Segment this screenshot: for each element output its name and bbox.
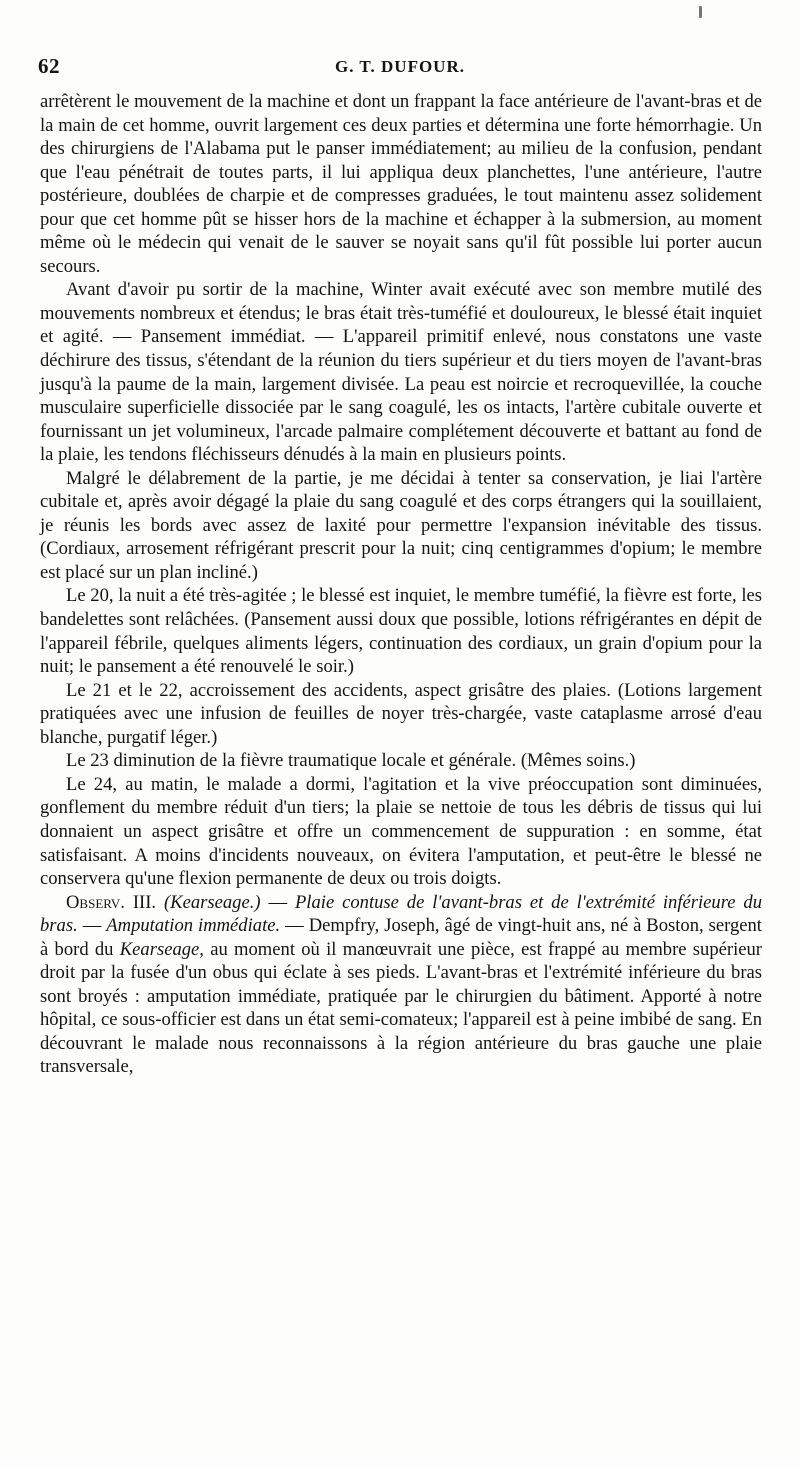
observation-dash-2: — [82,915,102,937]
observation-dash-1: — [268,891,288,913]
observation-paragraph [40,891,762,1079]
ink-speck [699,6,702,18]
observation-text-a: Dempfry, Joseph, âgé de vingt-huit ans, né à Boston, sergent à bord du [40,915,762,960]
paragraph-2: Avant d'avoir pu sortir de la machine, Winter avait exécuté avec son membre mutilé des mouvements nombreux et étendus; le bras était très-tuméfié et douloureux, le blessé était inquiet et agité. — Pansement immédiat. — L'appareil primitif enlevé, nous constatons une vaste déchirure des tissus, s'étendant de la réunion du tiers supérieur et du tiers moyen de l'avant-bras jusqu'à la paume de la main, largement divisée. La peau est noircie et recroquevillée, la couche musculaire superficielle dissociée par le sang coagulé, les os intacts, l'artère cubitale ouverte et fournissant un jet volumineux, l'arcade palmaire complétement découverte et battant au fond de la plaie, les tendons fléchisseurs dénudés à la main en plusieurs points. [40,279,762,466]
observation-title-b: Amputation immédiate. [106,915,281,937]
observation-ship: (Kearseage.) [163,891,261,913]
paragraph-1: arrêtèrent le mouvement de la machine et dont un frappant la face antérieure de l'avant-bras et de la main de cet homme, ouvrit largement ces deux parties et détermina une forte hémorrhagie. Un des chirurgiens de l'Alabama put le panser immédiatement; au milieu de la confusion, pendant que l'eau pénétrait de toutes parts, il lui appliqua deux planchettes, l'une antérieure, l'autre postérieure, doublées de charpie et de compresses graduées, le tout maintenu assez solidement pour que cet homme pût se hisser hors de la machine et échapper à la submersion, au moment même où le médecin qui venait de le sauver se noyait sans qu'il fût possible lui porter aucun secours. [40,91,762,277]
observation-dash-3: — [285,915,304,937]
paragraph-3: Malgré le délabrement de la partie, je me décidai à tenter sa conservation, je liai l'artère cubitale et, après avoir dégagé la plaie du sang coagulé et des corps étrangers qui la souillaient, je réunis les bords avec assez de laxité pour permettre l'expansion inévitable des tissus. (Cordiaux, arrosement réfrigérant prescrit pour la nuit; cinq centigrammes d'opium; le membre est placé sur un plan incliné.) [40,467,762,583]
page-number: 62 [38,54,60,78]
page-header [38,54,762,80]
observation-label: Observ. III. [66,891,157,913]
observation-text-b: au moment où il manœuvrait une pièce, est frappé au membre supérieur droit par la fusée d'un obus qui éclate à ses pieds. L'avant-bras et l'extrémité inférieure du bras sont broyés : amputation immédiate, pratiquée par le chirurgien du bâtiment. Apporté à notre hôpital, ce sous-officier est dans un état semi-comateux; l'appareil est à peine imbibé de sang. En découvrant le malade nous reconnaissons à la région antérieure du bras gauche une plaie transversale, [40,938,762,1078]
body-text [40,90,762,1079]
running-head: G. T. DUFOUR. [335,57,465,76]
observation-title-a: Plaie contuse de l'avant-bras et de l'extrémité inférieure du bras. [40,891,762,937]
paragraph-5: Le 21 et le 22, accroissement des accidents, aspect grisâtre des plaies. (Lotions largement pratiquées avec une infusion de feuilles de noyer très-chargée, vaste cataplasme arrosé d'eau blanche, purgatif léger.) [40,679,762,748]
paragraph-6: Le 23 diminution de la fièvre traumatique locale et générale. (Mêmes soins.) [66,750,636,772]
observation-ship-name: Kearseage, [119,938,204,960]
paragraph-7: Le 24, au matin, le malade a dormi, l'agitation et la vive préoccupation sont diminuées, gonflement du membre réduit d'un tiers; la plaie se nettoie de tous les débris de tissus qui lui donnaient un aspect grisâtre et offre un commencement de suppuration : en somme, état satisfaisant. A moins d'incidents nouveaux, on évitera l'amputation, et peut-être le blessé ne conservera qu'une flexion permanente de deux ou trois doigts. [40,773,762,890]
paragraph-4: Le 20, la nuit a été très-agitée ; le blessé est inquiet, le membre tuméfié, la fièvre est forte, les bandelettes sont relâchées. (Pansement aussi doux que possible, lotions réfrigérantes en dépit de l'appareil fébrile, quelques aliments légers, continuation des cordiaux, un grain d'opium pour la nuit; le pansement a été renouvelé le soir.) [40,585,762,678]
